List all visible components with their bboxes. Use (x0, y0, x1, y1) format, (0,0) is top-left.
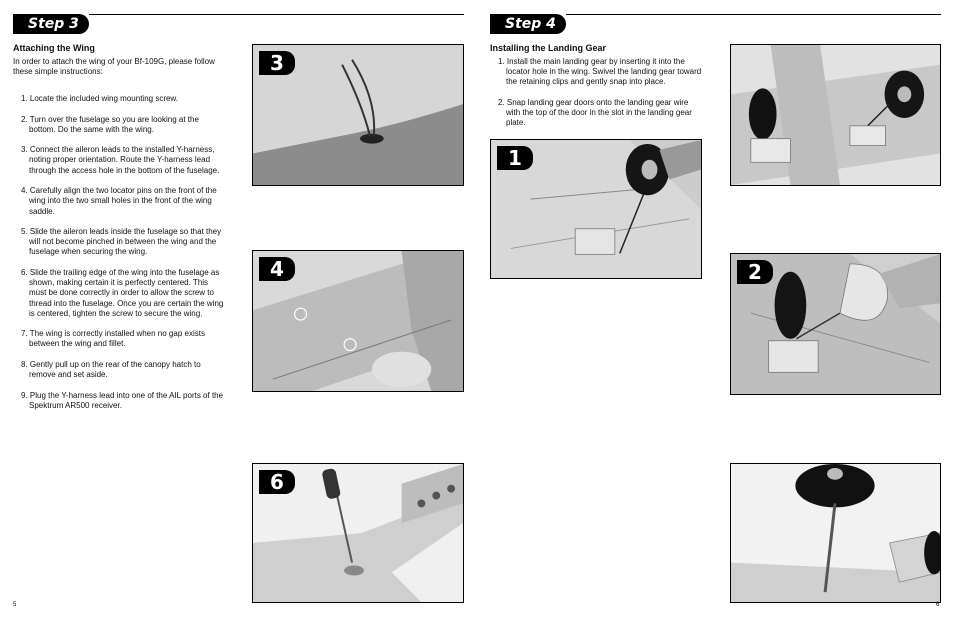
photo-step-6-badge: 6 (259, 470, 295, 494)
list-item: 1. Locate the included wing mounting screw. (21, 94, 178, 103)
photo-step-3 (252, 44, 464, 186)
list-item: 4. Carefully align the two locator pins on the front of the wing into the two small holes in the front of the wing saddle. (21, 186, 217, 216)
list-item: 8. Gently pull up on the rear of the canopy hatch to remove and set aside. (21, 359, 201, 380)
right-header-rule (566, 14, 941, 15)
installing-gear-steps (498, 57, 703, 139)
photo-gear-wing-top-image (731, 45, 940, 185)
photo-gear-door-image (731, 464, 940, 602)
step-3-tab (13, 14, 89, 34)
photo-gear-door (730, 463, 941, 603)
list-item: 2. Snap landing gear doors onto the landing gear wire with the top of the door in the slot in the landing gear plate. (498, 97, 692, 128)
page-number-left: 5 (13, 602, 17, 608)
list-item: 5. Slide the aileron leads inside the fuselage so that they will not become pinched in between the wing and the fuselage when securing the wing. (21, 227, 222, 257)
attaching-wing-heading: Attaching the Wing (13, 43, 95, 53)
photo-gear-2-badge: 2 (737, 260, 773, 284)
list-item: 3. Connect the aileron leads to the installed Y-harness, noting proper orientation. Route the Y-harness lead through the access hole in the bottom of the fuselage. (21, 145, 220, 175)
photo-step-4-badge: 4 (259, 257, 295, 281)
photo-gear-1-badge: 1 (497, 146, 533, 170)
list-item: 9. Plug the Y-harness lead into one of the AIL ports of the Spektrum AR500 receiver. (21, 390, 224, 410)
photo-step-4 (252, 250, 464, 392)
step-4-tab (490, 14, 566, 34)
page-number-right: 6 (936, 602, 940, 608)
step-3-label: Step 3 (28, 16, 79, 32)
attaching-wing-steps (21, 94, 227, 421)
photo-step-6 (252, 463, 464, 603)
photo-step-3-badge: 3 (259, 51, 295, 75)
attaching-wing-intro: In order to attach the wing of your Bf-109G, please follow these simple instructions: (13, 57, 215, 77)
photo-gear-wing-top (730, 44, 941, 186)
list-item: 7. The wing is correctly installed when no gap exists between the wing and fillet. (21, 329, 205, 349)
list-item: 1. Install the main landing gear by inserting it into the locator hole in the wing. Swivel the landing gear toward the retaining clips and gently snap into place. (498, 57, 702, 87)
photo-gear-1 (490, 139, 702, 279)
step-4-label: Step 4 (505, 16, 556, 32)
left-header-rule (89, 14, 464, 15)
list-item: 2. Turn over the fuselage so you are looking at the bottom. Do the same with the wing. (21, 114, 199, 134)
list-item: 6. Slide the trailing edge of the wing into the fuselage as shown, making certain it is perfectly centered. This must be done correctly in order to allow the screw to thread into the fuselage. Once you are certain the wing is centered, tighten the screw to secure the wing. (21, 267, 224, 318)
photo-gear-2 (730, 253, 941, 395)
installing-gear-heading: Installing the Landing Gear (490, 43, 607, 53)
